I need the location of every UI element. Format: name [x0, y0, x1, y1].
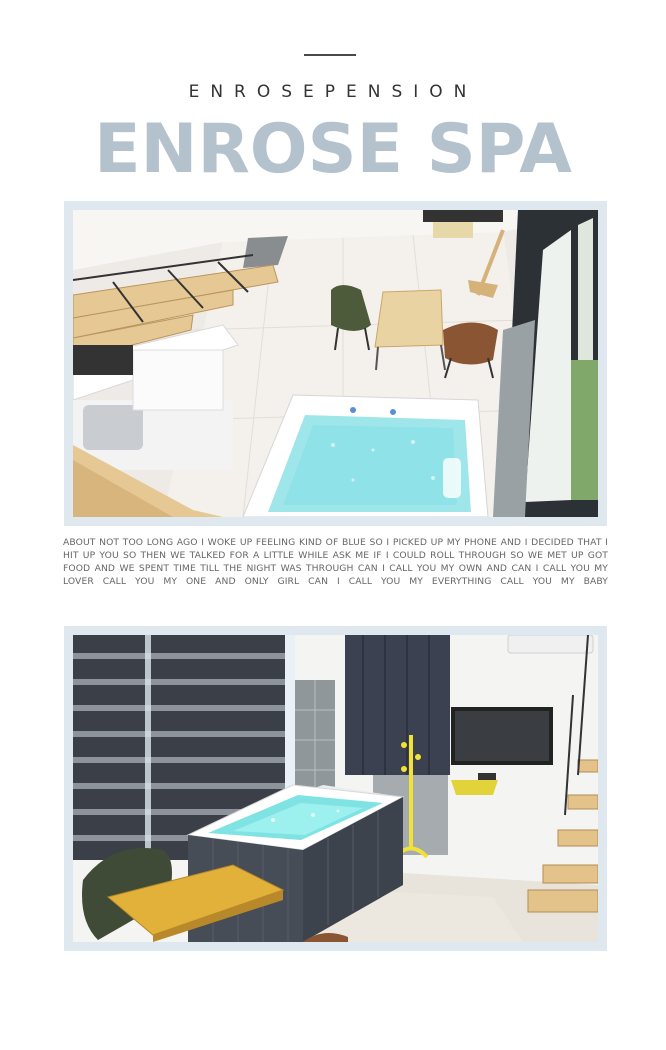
- spa-room-top-view-illustration: [73, 210, 598, 517]
- spa-room-top-view-photo: [73, 210, 598, 517]
- spa-room-whirlpool-illustration: [73, 635, 598, 942]
- page-title: ENROSE SPA: [94, 110, 572, 189]
- description-text: ABOUT NOT TOO LONG AGO I WOKE UP FEELING KIND OF BLUE SO I PICKED UP MY PHONE AND I DECIDED THAT I HIT UP YOU SO THEN WE TALKED FOR A LITTLE WHILE ASK ME IF I COULD ROLL THROUGH SO WE MET UP GOT FOOD AND WE SPENT TIME TILL THE NIGHT WAS THROUGH CAN I CALL YOU MY OWN AND CAN I CALL YOU MY LOVER CALL YOU MY ONE AND ONLY GIRL CAN I CALL YOU MY EVERYTHING CALL YOU MY BABY: [63, 537, 608, 587]
- brand-eyebrow: ENROSEPENSION: [188, 82, 478, 102]
- photo-frame-1: [64, 201, 607, 526]
- photo-frame-2: [64, 626, 607, 951]
- spa-room-whirlpool-photo: [73, 635, 598, 942]
- top-divider: [304, 54, 356, 56]
